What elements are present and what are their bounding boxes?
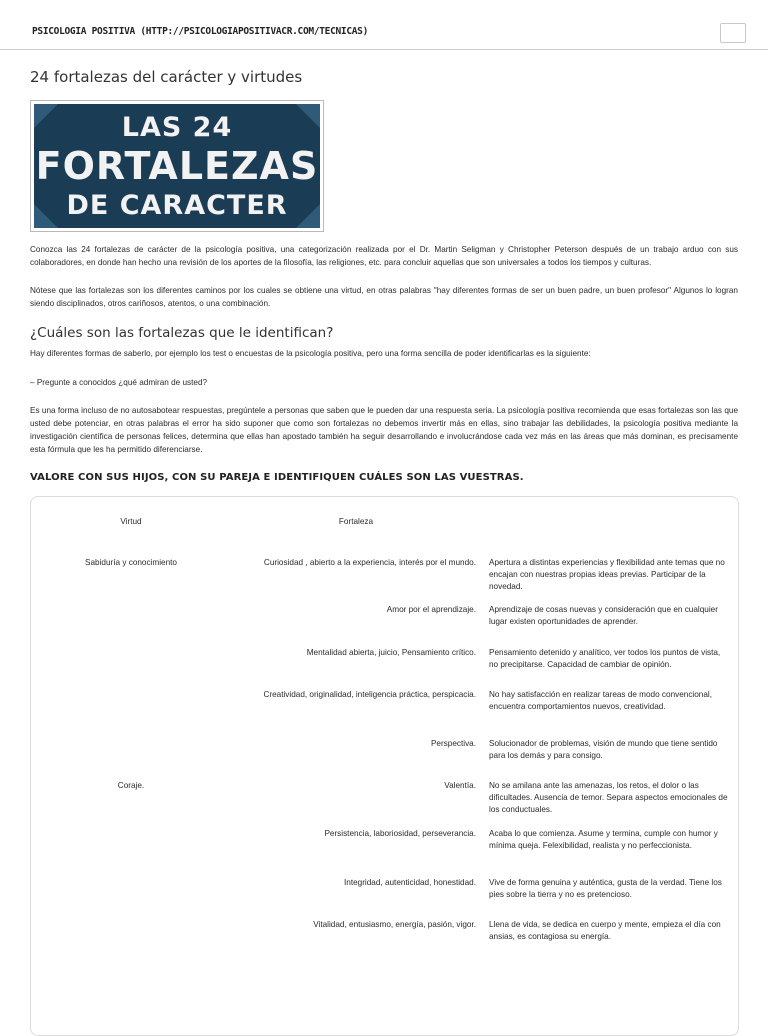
intro-paragraph-2: Nótese que las fortalezas son los diferentes caminos por los cuales se obtiene una virtud, en otras palabras "hay diferentes formas de ser un buen padre, un buen profesor" Algunos lo logran siendo disciplinados, otros cariñosos, atentos, o una combinación. [30,286,738,308]
section-paragraph-1: Hay diferentes formas de saberlo, por ejemplo los test o encuestas de la psicología positiva, pero una forma sencilla de poder identificarlas es la siguiente: [30,349,591,358]
cell-fortaleza: Creatividad, originalidad, inteligencia práctica, perspicacia. [263,690,476,699]
section-heading: ¿Cuáles son las fortalezas que le identifican? [30,325,334,341]
cell-descripcion: Solucionador de problemas, visión de mundo que tiene sentido para los demás y para consigo. [489,739,718,760]
banner-image [30,100,324,232]
cell-fortaleza: Mentalidad abierta, juicio, Pensamiento crítico. [306,648,476,657]
cell-virtud: Sabiduría y conocimiento [85,558,177,567]
cell-descripcion: Aprendizaje de cosas nuevas y consideración que en cualquier lugar existen oportunidades de aprender. [489,605,718,626]
callout-heading: VALORE CON SUS HIJOS, CON SU PAREJA E IDENTIFIQUEN CUÁLES SON LAS VUESTRAS. [30,472,524,483]
cell-fortaleza: Vitalidad, entusiasmo, energía, pasión, vigor. [313,920,476,929]
intro-paragraph-1: Conozca las 24 fortalezas de carácter de la psicología positiva, una categorización realizada por el Dr. Martin Seligman y Christopher Peterson después de un trabajo arduo con sus colaboradores, en donde han hecho una revisión de los aportes de la filosofía, las religiones, etc. para concluir aquellas que son universales a todos los tiempos y culturas. [30,245,738,267]
cell-fortaleza: Perspectiva. [430,739,476,748]
cell-descripcion: Apertura a distintas experiencias y flexibilidad ante temas que no encajan con nuestras propias ideas previas. Participar de la novedad. [489,558,725,591]
banner-line-1: LAS 24 [121,112,233,143]
toggle-box[interactable] [720,23,746,43]
table-header-fortaleza: Fortaleza [338,517,374,526]
cell-virtud: Coraje. [117,781,145,790]
cell-fortaleza: Persistencia, laboriosidad, perseverancia. [324,829,476,838]
cell-fortaleza: Curiosidad , abierto a la experiencia, interés por el mundo. [263,558,476,567]
cell-descripcion: Llena de vida, se dedica en cuerpo y mente, empieza el día con ansias, es contagiosa su energía. [489,920,721,941]
cell-descripcion: Pensamiento detenido y analítico, ver todos los puntos de vista, no precipitarse. Capacidad de cambiar de opinión. [489,648,721,669]
banner-line-2: FORTALEZAS [35,144,319,188]
section-paragraph-3: Es una forma incluso de no autosabotear respuestas, pregúntele a personas que saben que le pueden dar una respuesta seria. La psicología positiva recomienda que esas fortalezas son las que usted debe potenciar, en otras palabras el error ha sido suponer que como son fortalezas no debemos invertir más en ellas, sino trabajar las debilidades, la psicología positiva mediante la investigación científica de personas felices, determina que ellas han apostado también ha seguir desarrollando e involucrándose cada vez más en las áreas que más dominan, es precisamente esta fórmula que les ha permitido diferenciarse. [30,406,738,454]
cell-descripcion: No hay satisfacción en realizar tareas de modo convencional, encuentra comportamientos nuevos, creatividad. [489,690,713,711]
cell-descripcion: No se amilana ante las amenazas, los retos, el dolor o las dificultades. Ausencia de temor. Separa aspectos emocionales de los conductuales. [489,781,728,814]
cell-descripcion: Acaba lo que comienza. Asume y termina, cumple con humor y mínima queja. Felexibilidad, realista y no perfeccionista. [489,829,718,850]
cell-fortaleza: Amor por el aprendizaje. [386,605,476,614]
cell-fortaleza: Valentía. [444,781,476,790]
source-link[interactable]: PSICOLOGIA POSITIVA (HTTP://PSICOLOGIAPOSITIVACR.COM/TECNICAS) [32,26,369,37]
top-bar [0,0,768,50]
page-title: 24 fortalezas del carácter y virtudes [30,68,303,86]
section-paragraph-2: – Pregunte a conocidos ¿qué admiran de usted? [30,378,208,387]
cell-descripcion: Vive de forma genuina y auténtica, gusta de la verdad. Tiene los pies sobre la tierra y no es pretencioso. [489,878,722,899]
banner-line-3: DE CARACTER [66,190,288,221]
banner [34,104,320,228]
table-header-virtud: Virtud [120,517,142,526]
strengths-table [30,496,739,1036]
cell-fortaleza: Integridad, autenticidad, honestidad. [343,878,476,887]
